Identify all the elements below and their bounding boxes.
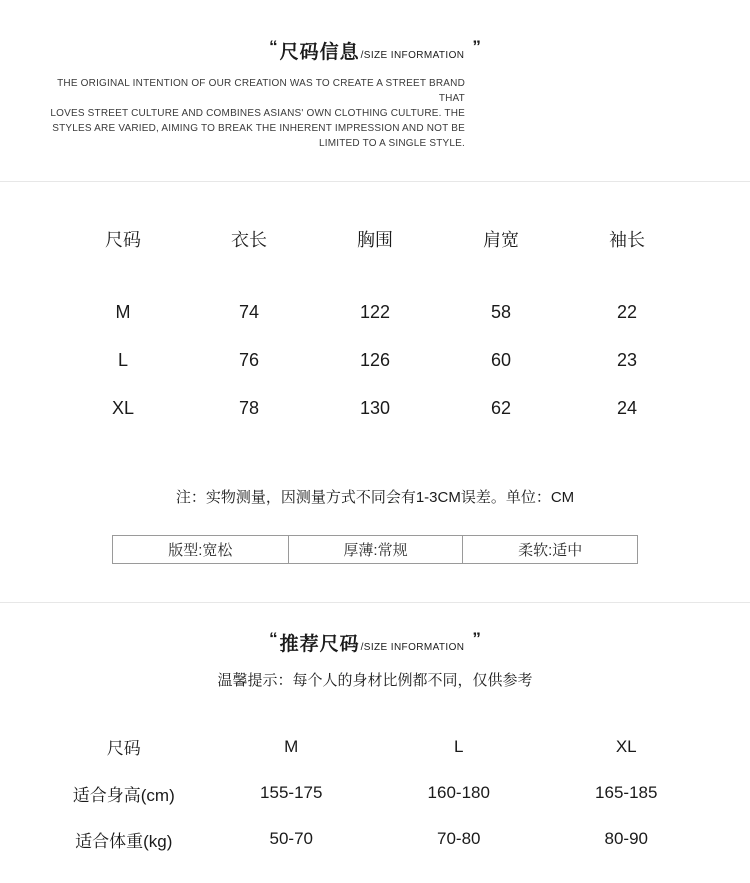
column-header: 肩宽 (483, 230, 519, 250)
table-cell: 130 (359, 397, 391, 418)
table-row (40, 816, 710, 862)
table-cell: L (117, 349, 128, 370)
table-row (60, 384, 690, 432)
recommend-table-header-row (40, 734, 710, 758)
table-cell: 80-90 (604, 829, 648, 848)
table-cell: XL (111, 397, 135, 418)
size-info-subtitle: /SIZE INFORMATION (360, 50, 465, 61)
table-cell: 165-185 (595, 783, 658, 802)
size-info-title: 尺码信息 (279, 42, 360, 63)
open-quote: “ (269, 629, 278, 648)
size-info-header (0, 0, 750, 66)
section-divider (0, 181, 750, 182)
size-table-header-row (60, 226, 690, 250)
column-header: L (454, 736, 464, 756)
description-line: LOVES STREET CULTURE AND COMBINES ASIANS' OWN CLOTHING CULTURE. THE (50, 108, 465, 119)
recommend-size-title: 推荐尺码 (279, 634, 360, 655)
description-line: STYLES ARE VARIED, AIMING TO BREAK THE INHERENT IMPRESSION AND NOT BE (52, 123, 465, 134)
description-line: THE ORIGINAL INTENTION OF OUR CREATION WAS TO CREATE A STREET BRAND THAT (57, 78, 465, 104)
description-line: LIMITED TO A SINGLE STYLE. (319, 138, 465, 149)
attribute-fit: 版型:宽松 (168, 542, 233, 559)
table-cell: 155-175 (260, 783, 323, 802)
column-header: XL (615, 736, 637, 756)
table-cell: 126 (359, 349, 391, 370)
table-cell: 62 (490, 397, 512, 418)
table-cell: 22 (616, 301, 638, 322)
attribute-softness: 柔软:适中 (462, 536, 637, 563)
fabric-attributes-box (112, 535, 638, 564)
table-row (60, 336, 690, 384)
recommend-size-header (0, 629, 750, 658)
table-cell: 58 (490, 301, 512, 322)
table-cell: 74 (238, 301, 260, 322)
table-row (60, 288, 690, 336)
table-cell: 60 (490, 349, 512, 370)
close-quote: ” (472, 629, 481, 648)
table-cell: 50-70 (269, 829, 313, 848)
table-cell: 160-180 (427, 783, 490, 802)
reminder-tip: 温馨提示：每个人的身材比例都不同，仅供参考 (217, 672, 533, 689)
row-label: 适合身高(cm) (72, 785, 175, 805)
row-label: 适合体重(kg) (75, 831, 173, 851)
recommend-size-subtitle: /SIZE INFORMATION (360, 642, 465, 653)
table-row (40, 770, 710, 816)
intro-description (35, 76, 465, 151)
measurement-note: 注：实物测量，因测量方式不同会有1-3CM误差。单位：CM (175, 489, 575, 506)
table-cell: 78 (238, 397, 260, 418)
table-cell: 70-80 (437, 829, 481, 848)
column-header: 衣长 (231, 230, 267, 250)
column-header: 尺码 (105, 230, 141, 250)
recommend-size-section (0, 629, 750, 862)
column-header: 尺码 (106, 739, 141, 758)
table-cell: 122 (359, 301, 391, 322)
column-header: 袖长 (609, 230, 645, 250)
section-divider (0, 602, 750, 603)
table-cell: 24 (616, 397, 638, 418)
table-cell: 76 (238, 349, 260, 370)
column-header: 胸围 (357, 230, 393, 250)
table-cell: 23 (616, 349, 638, 370)
open-quote: “ (269, 37, 278, 56)
close-quote: ” (472, 37, 481, 56)
size-table (0, 226, 750, 432)
attribute-thickness: 厚薄:常规 (288, 536, 463, 563)
column-header: M (284, 736, 299, 756)
table-cell: M (115, 301, 131, 322)
recommend-table (0, 734, 750, 862)
